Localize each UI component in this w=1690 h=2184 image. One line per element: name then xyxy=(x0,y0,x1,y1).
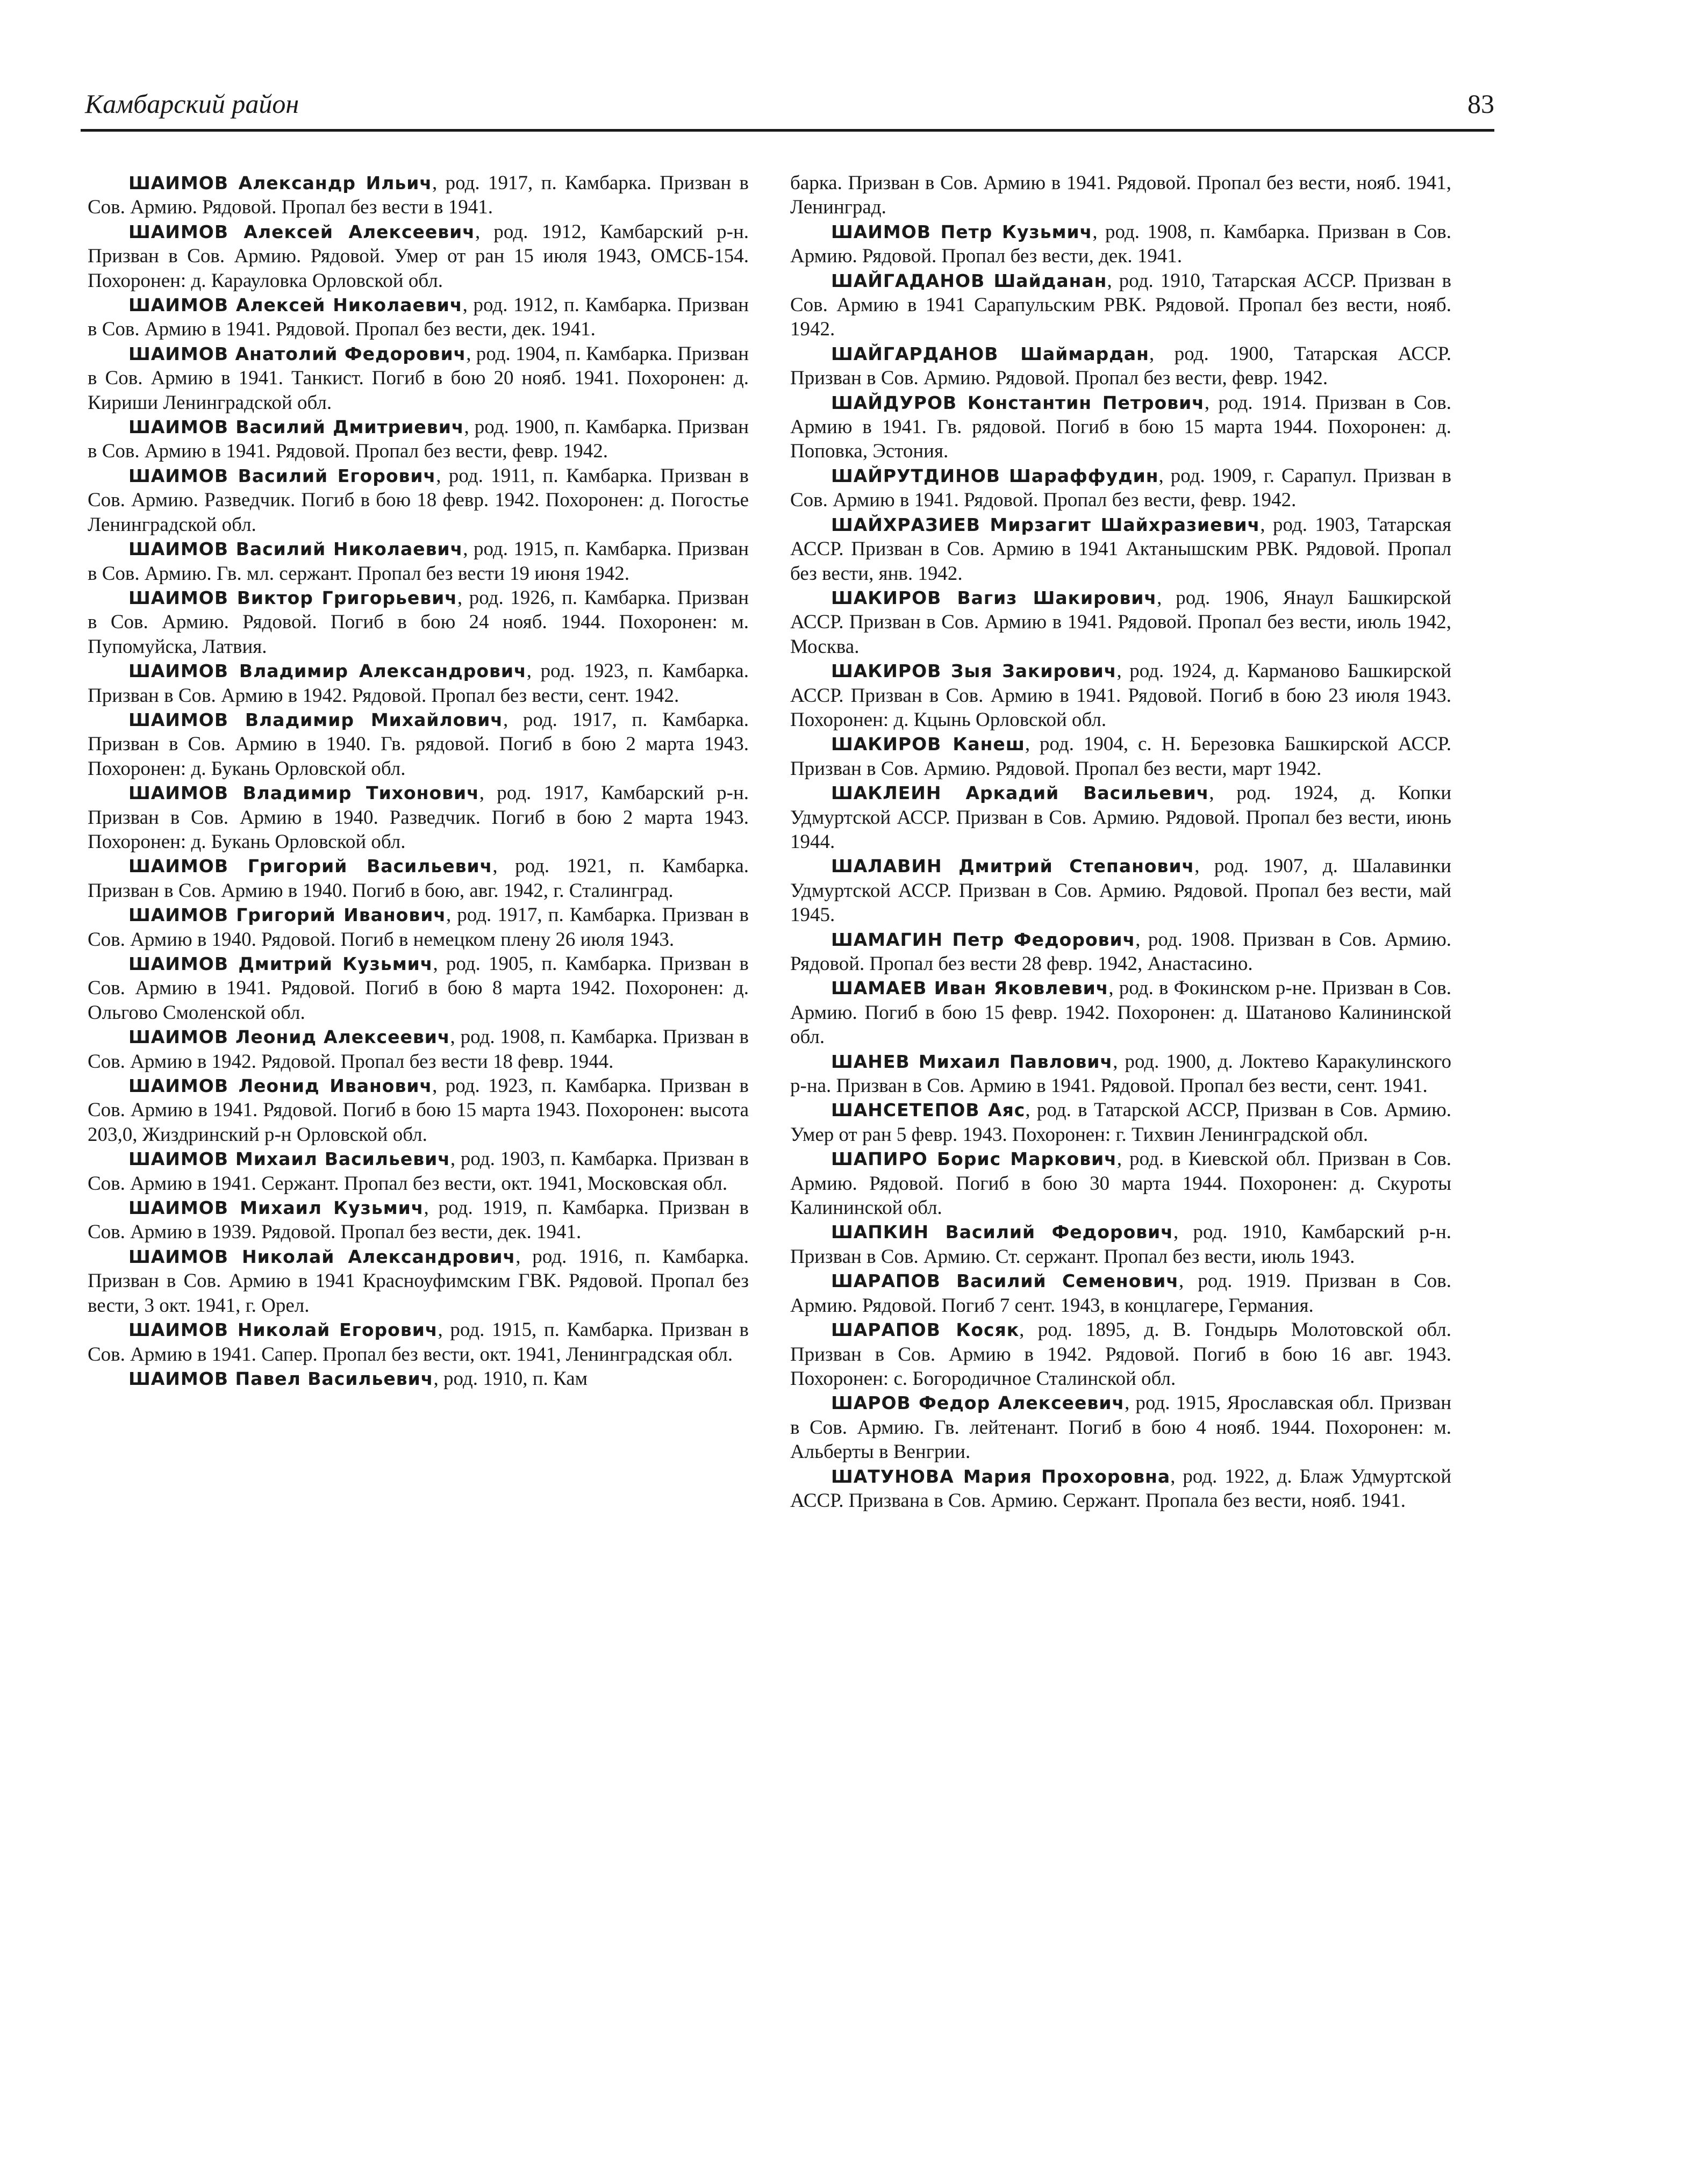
entry-name: ШАИМОВ Владимир Александрович xyxy=(128,660,527,682)
page-number: 83 xyxy=(1467,89,1494,119)
memorial-entry xyxy=(88,1025,749,1074)
entry-text: , род. 1909, г. Сарапул. Призван в Сов. Армию в 1941. Рядовой. Пропал без вести, февр. 1942. xyxy=(790,464,1451,512)
entry-text: , род. в Фокинском р-не. Призван в Сов. Армию. Погиб в бою 15 февр. 1942. Похоронен: д. Шатаново Калининской обл. xyxy=(790,977,1451,1048)
memorial-entry xyxy=(88,854,749,903)
entry-text: , род. 1915, п. Камбарка. Призван в Сов. Армию в 1941. Сапер. Пропал без вести, окт. 1941, Ленинградская обл. xyxy=(88,1319,749,1366)
entry-name: ШАИМОВ Алексей Николаевич xyxy=(128,294,463,316)
entry-name: ШАИМОВ Леонид Иванович xyxy=(128,1075,433,1097)
memorial-entry xyxy=(88,586,749,659)
entry-text: , род. 1903, п. Камбарка. Призван в Сов. Армию в 1941. Сержант. Пропал без вести, окт. 1941, Московская обл. xyxy=(88,1148,749,1195)
header-rule xyxy=(81,129,1494,132)
entry-text: , род. 1912, Камбарский р-н. Призван в Сов. Армию. Рядовой. Умер от ран 15 июля 1943, ОМСБ-154. Похоронен: д. Карауловка Орловской обл. xyxy=(88,220,749,292)
entry-text: , род. 1904, с. Н. Березовка Башкирской АССР. Призван в Сов. Армию. Рядовой. Пропал без вести, март 1942. xyxy=(790,733,1451,780)
entry-name: ШАИМОВ Николай Александрович xyxy=(128,1246,516,1267)
entry-text: , род. 1917, п. Камбарка. Призван в Сов. Армию в 1940. Рядовой. Погиб в немецком плену 26 июля 1943. xyxy=(88,904,749,951)
memorial-entry xyxy=(88,1196,749,1245)
memorial-entry xyxy=(790,1098,1451,1147)
memorial-entry xyxy=(88,952,749,1025)
entry-name: ШАИМОВ Василий Егорович xyxy=(128,465,436,486)
memorial-entry xyxy=(88,1245,749,1318)
memorial-entry xyxy=(790,928,1451,976)
entry-text: , род. 1914. Призван в Сов. Армию в 1941. Гв. рядовой. Погиб в бою 15 марта 1944. Похоронен: д. Поповка, Эстония. xyxy=(790,391,1451,463)
entry-text: , род. в Татарской АССР, Призван в Сов. Армию. Умер от ран 5 февр. 1943. Похоронен: г. Тихвин Ленинградской обл. xyxy=(790,1099,1451,1146)
entry-name: ШАПКИН Василий Федорович xyxy=(831,1222,1173,1243)
entry-text: , род. 1910, п. Кам xyxy=(433,1367,588,1390)
memorial-entry xyxy=(88,1318,749,1367)
memorial-entry xyxy=(88,171,749,220)
entry-name: ШАИМОВ Василий Дмитриевич xyxy=(128,416,464,438)
entry-name: ШАКИРОВ Зыя Закирович xyxy=(831,660,1117,682)
entry-text: , род. 1903, Татарская АССР. Призван в Сов. Армию в 1941 Актанышским РВК. Рядовой. Пропал без вести, янв. 1942. xyxy=(790,513,1451,585)
memorial-entry xyxy=(790,781,1451,854)
page-header xyxy=(81,81,1494,125)
entry-name: ШАЙГАРДАНОВ Шаймардан xyxy=(831,343,1149,364)
entry-text: , род. 1908, п. Камбарка. Призван в Сов. Армию. Рядовой. Пропал без вести, дек. 1941. xyxy=(790,220,1451,268)
entry-name: ШАРАПОВ Косяк xyxy=(831,1319,1020,1341)
memorial-entry xyxy=(88,781,749,854)
entry-text: , род. 1926, п. Камбарка. Призван в Сов. Армию. Рядовой. Погиб в бою 24 нояб. 1944. Похоронен: м. Пупомуйска, Латвия. xyxy=(88,586,749,658)
entry-text: , род. 1900, п. Камбарка. Призван в Сов. Армию в 1941. Рядовой. Пропал без вести, февр. 1942. xyxy=(88,416,749,463)
entry-name: ШАИМОВ Григорий Васильевич xyxy=(128,856,493,877)
entry-text: , род. 1895, д. В. Гондырь Молотовской обл. Призван в Сов. Армию в 1942. Рядовой. Погиб в бою 16 авг. 1943. Похоронен: с. Богородичное Сталинской обл. xyxy=(790,1319,1451,1390)
entry-name: ШАИМОВ Владимир Тихонович xyxy=(128,782,479,804)
memorial-entry xyxy=(88,342,749,415)
entry-text: , род. 1904, п. Камбарка. Призван в Сов. Армию в 1941. Танкист. Погиб в бою 20 нояб. 1941. Похоронен: д. Кириши Ленинградской обл. xyxy=(88,342,749,414)
memorial-entry xyxy=(88,1147,749,1196)
memorial-entry xyxy=(88,1367,749,1391)
entry-text: , род. 1917, п. Камбарка. Призван в Сов. Армию в 1940. Гв. рядовой. Погиб в бою 2 марта 1943. Похоронен: д. Букань Орловской обл. xyxy=(88,708,749,780)
memorial-entry xyxy=(790,659,1451,732)
memorial-entry xyxy=(790,342,1451,391)
entry-name: ШАИМОВ Александр Ильич xyxy=(128,173,433,193)
entry-text: , род. 1912, п. Камбарка. Призван в Сов. Армию в 1941. Рядовой. Пропал без вести, дек. 1941. xyxy=(88,294,749,341)
entry-name: ШАПИРО Борис Маркович xyxy=(831,1148,1117,1170)
entry-text: , род. 1915, Ярославская обл. Призван в Сов. Армию. Гв. лейтенант. Погиб в бою 4 нояб. 1944. Похоронен: м. Альберты в Венгрии. xyxy=(790,1392,1452,1463)
entry-text: барка. Призван в Сов. Армию в 1941. Рядовой. Пропал без вести, нояб. 1941, Ленинград. xyxy=(790,172,1451,219)
memorial-entry xyxy=(88,537,749,586)
left-column xyxy=(88,171,749,1391)
memorial-entry xyxy=(790,1269,1451,1318)
memorial-entry xyxy=(790,1147,1451,1220)
entry-name: ШАИМОВ Леонид Алексеевич xyxy=(128,1026,450,1048)
memorial-entry xyxy=(790,269,1451,342)
memorial-entry xyxy=(88,464,749,537)
entry-name: ШАИМОВ Михаил Васильевич xyxy=(128,1148,450,1170)
entry-name: ШАМАГИН Петр Федорович xyxy=(831,929,1136,950)
memorial-entry xyxy=(88,293,749,342)
entry-text: , род. 1916, п. Камбарка. Призван в Сов. Армию в 1941 Красноуфимским ГВК. Рядовой. Пропал без вести, 3 окт. 1941, г. Орел. xyxy=(88,1245,749,1317)
memorial-entry xyxy=(88,708,749,781)
entry-text: , род. 1907, д. Шалавинки Удмуртской АССР. Призван в Сов. Армию. Рядовой. Пропал без вести, май 1945. xyxy=(790,855,1451,926)
entry-text: , род. 1923, п. Камбарка. Призван в Сов. Армию в 1941. Рядовой. Погиб в бою 15 марта 1943. Похоронен: высота 203,0, Жиздринский р-н Орловской обл. xyxy=(88,1075,749,1146)
memorial-entry xyxy=(88,415,749,464)
memorial-entry xyxy=(790,1318,1451,1391)
entry-name: ШАИМОВ Павел Васильевич xyxy=(128,1368,434,1389)
entry-text: , род. 1910, Камбарский р-н. Призван в Сов. Армию. Ст. сержант. Пропал без вести, июль 1943. xyxy=(790,1221,1451,1268)
entry-name: ШАКИРОВ Вагиз Шакирович xyxy=(831,587,1157,608)
entry-text: , род. 1910, Татарская АССР. Призван в Сов. Армию в 1941 Сарапульским РВК. Рядовой. Пропал без вести, нояб. 1942. xyxy=(790,269,1451,341)
entry-text: , род. 1924, д. Копки Удмуртской АССР. Призван в Сов. Армию. Рядовой. Пропал без вести, июнь 1944. xyxy=(790,782,1451,853)
right-column xyxy=(790,171,1451,1513)
entry-name: ШАЙГАДАНОВ Шайданан xyxy=(831,270,1107,291)
memorial-entry xyxy=(790,1050,1451,1098)
memorial-entry xyxy=(88,220,749,293)
entry-name: ШАИМОВ Василий Николаевич xyxy=(128,538,463,560)
entry-text: , род. 1900, д. Локтево Каракулинского р-на. Призван в Сов. Армию в 1941. Рядовой. Пропал без вести, сент. 1941. xyxy=(790,1050,1451,1097)
entry-name: ШАНЕВ Михаил Павлович xyxy=(831,1051,1113,1072)
entry-name: ШАИМОВ Виктор Григорьевич xyxy=(128,587,457,608)
memorial-entry xyxy=(790,1464,1451,1513)
entry-text: , род. 1900, Татарская АССР. Призван в Сов. Армию. Рядовой. Пропал без вести, февр. 1942. xyxy=(790,342,1451,390)
entry-name: ШАКИРОВ Канеш xyxy=(831,734,1025,755)
entry-text: , род. 1923, п. Камбарка. Призван в Сов. Армию в 1942. Рядовой. Пропал без вести, сент. 1942. xyxy=(88,660,749,707)
entry-name: ШАТУНОВА Мария Прохоровна xyxy=(831,1465,1171,1487)
entry-name: ШАКЛЕИН Аркадий Васильевич xyxy=(831,782,1209,804)
memorial-entry xyxy=(790,464,1451,513)
entry-text: , род. 1917, п. Камбарка. Призван в Сов. Армию. Рядовой. Пропал без вести в 1941. xyxy=(88,172,749,219)
memorial-entry xyxy=(790,732,1451,781)
entry-text: , род. 1915, п. Камбарка. Призван в Сов. Армию. Гв. мл. сержант. Пропал без вести 19 июня 1942. xyxy=(88,538,749,585)
entry-name: ШАИМОВ Владимир Михайлович xyxy=(128,709,503,730)
entry-name: ШАМАЕВ Иван Яковлевич xyxy=(831,978,1109,999)
memorial-entry xyxy=(790,220,1451,269)
memorial-entry xyxy=(790,1220,1451,1269)
memorial-entry xyxy=(88,903,749,952)
memorial-entry xyxy=(790,1391,1451,1464)
entry-name: ШАЙДУРОВ Константин Петрович xyxy=(831,392,1205,413)
memorial-entry-continuation xyxy=(790,171,1451,220)
memorial-entry xyxy=(790,391,1451,464)
entry-name: ШАИМОВ Дмитрий Кузьмич xyxy=(128,953,433,974)
entry-text: , род. в Киевской обл. Призван в Сов. Армию. Рядовой. Погиб в бою 30 марта 1944. Похоронен: д. Скуроты Калининской обл. xyxy=(790,1148,1451,1219)
entry-text: , род. 1921, п. Камбарка. Призван в Сов. Армию в 1940. Погиб в бою, авг. 1942, г. Сталинград. xyxy=(88,855,749,902)
entry-name: ШАИМОВ Михаил Кузьмич xyxy=(128,1197,424,1219)
memorial-entry xyxy=(790,854,1451,927)
entry-text: , род. 1919. Призван в Сов. Армию. Рядовой. Погиб 7 сент. 1943, в концлагере, Германия. xyxy=(790,1270,1451,1317)
entry-name: ШАРОВ Федор Алексеевич xyxy=(831,1392,1125,1414)
running-title: Камбарский район xyxy=(85,89,299,119)
entry-name: ШАЙРУТДИНОВ Шарaффудин xyxy=(831,465,1159,486)
entry-name: ШАИМОВ Алексей Алексеевич xyxy=(128,221,475,242)
memorial-entry xyxy=(790,976,1451,1049)
entry-text: , род. 1905, п. Камбарка. Призван в Сов. Армию в 1941. Рядовой. Погиб в бою 8 марта 1942. Похоронен: д. Ольгово Смоленской обл. xyxy=(88,953,749,1024)
entry-name: ШАИМОВ Анатолий Федорович xyxy=(128,343,467,364)
entry-name: ШАЛАВИН Дмитрий Степанович xyxy=(831,856,1195,877)
memorial-entry xyxy=(790,513,1451,586)
entry-text: , род. 1917, Камбарский р-н. Призван в Сов. Армию в 1940. Разведчик. Погиб в бою 2 марта 1943. Похоронен: д. Букань Орловской обл. xyxy=(88,782,749,853)
entry-name: ШАИМОВ Николай Егорович xyxy=(128,1319,438,1341)
entry-name: ШАЙХРАЗИЕВ Мирзагит Шайхразиевич xyxy=(831,514,1261,535)
entry-text: , род. 1908. Призван в Сов. Армию. Рядовой. Пропал без вести 28 февр. 1942, Анастасино. xyxy=(790,928,1451,975)
memorial-entry xyxy=(790,586,1451,659)
entry-text: , род. 1906, Янаул Башкирской АССР. Призван в Сов. Армию в 1941. Рядовой. Пропал без вести, июль 1942, Москва. xyxy=(790,586,1451,658)
entry-name: ШАНСЕТЕПОВ Аяс xyxy=(831,1100,1026,1121)
entry-name: ШАИМОВ Григорий Иванович xyxy=(128,904,446,926)
entry-text: , род. 1922, д. Блаж Удмуртской АССР. Призвана в Сов. Армию. Сержант. Пропала без вести, нояб. 1941. xyxy=(790,1465,1451,1512)
entry-name: ШАРАПОВ Василий Семенович xyxy=(831,1270,1179,1292)
entry-text: , род. 1919, п. Камбарка. Призван в Сов. Армию в 1939. Рядовой. Пропал без вести, дек. 1941. xyxy=(88,1197,749,1244)
memorial-entry xyxy=(88,1074,749,1147)
entry-text: , род. 1908, п. Камбарка. Призван в Сов. Армию в 1942. Рядовой. Пропал без вести 18 февр. 1944. xyxy=(88,1026,749,1073)
entry-name: ШАИМОВ Петр Кузьмич xyxy=(831,221,1093,242)
memorial-entry xyxy=(88,659,749,708)
entry-text: , род. 1911, п. Камбарка. Призван в Сов. Армию. Разведчик. Погиб в бою 18 февр. 1942. Похоронен: д. Погостье Ленинградской обл. xyxy=(88,464,749,536)
entry-text: , род. 1924, д. Карманово Башкирской АССР. Призван в Сов. Армию в 1941. Рядовой. Погиб в бою 23 июля 1943. Похоронен: д. Кцынь Орловской обл. xyxy=(790,660,1451,731)
